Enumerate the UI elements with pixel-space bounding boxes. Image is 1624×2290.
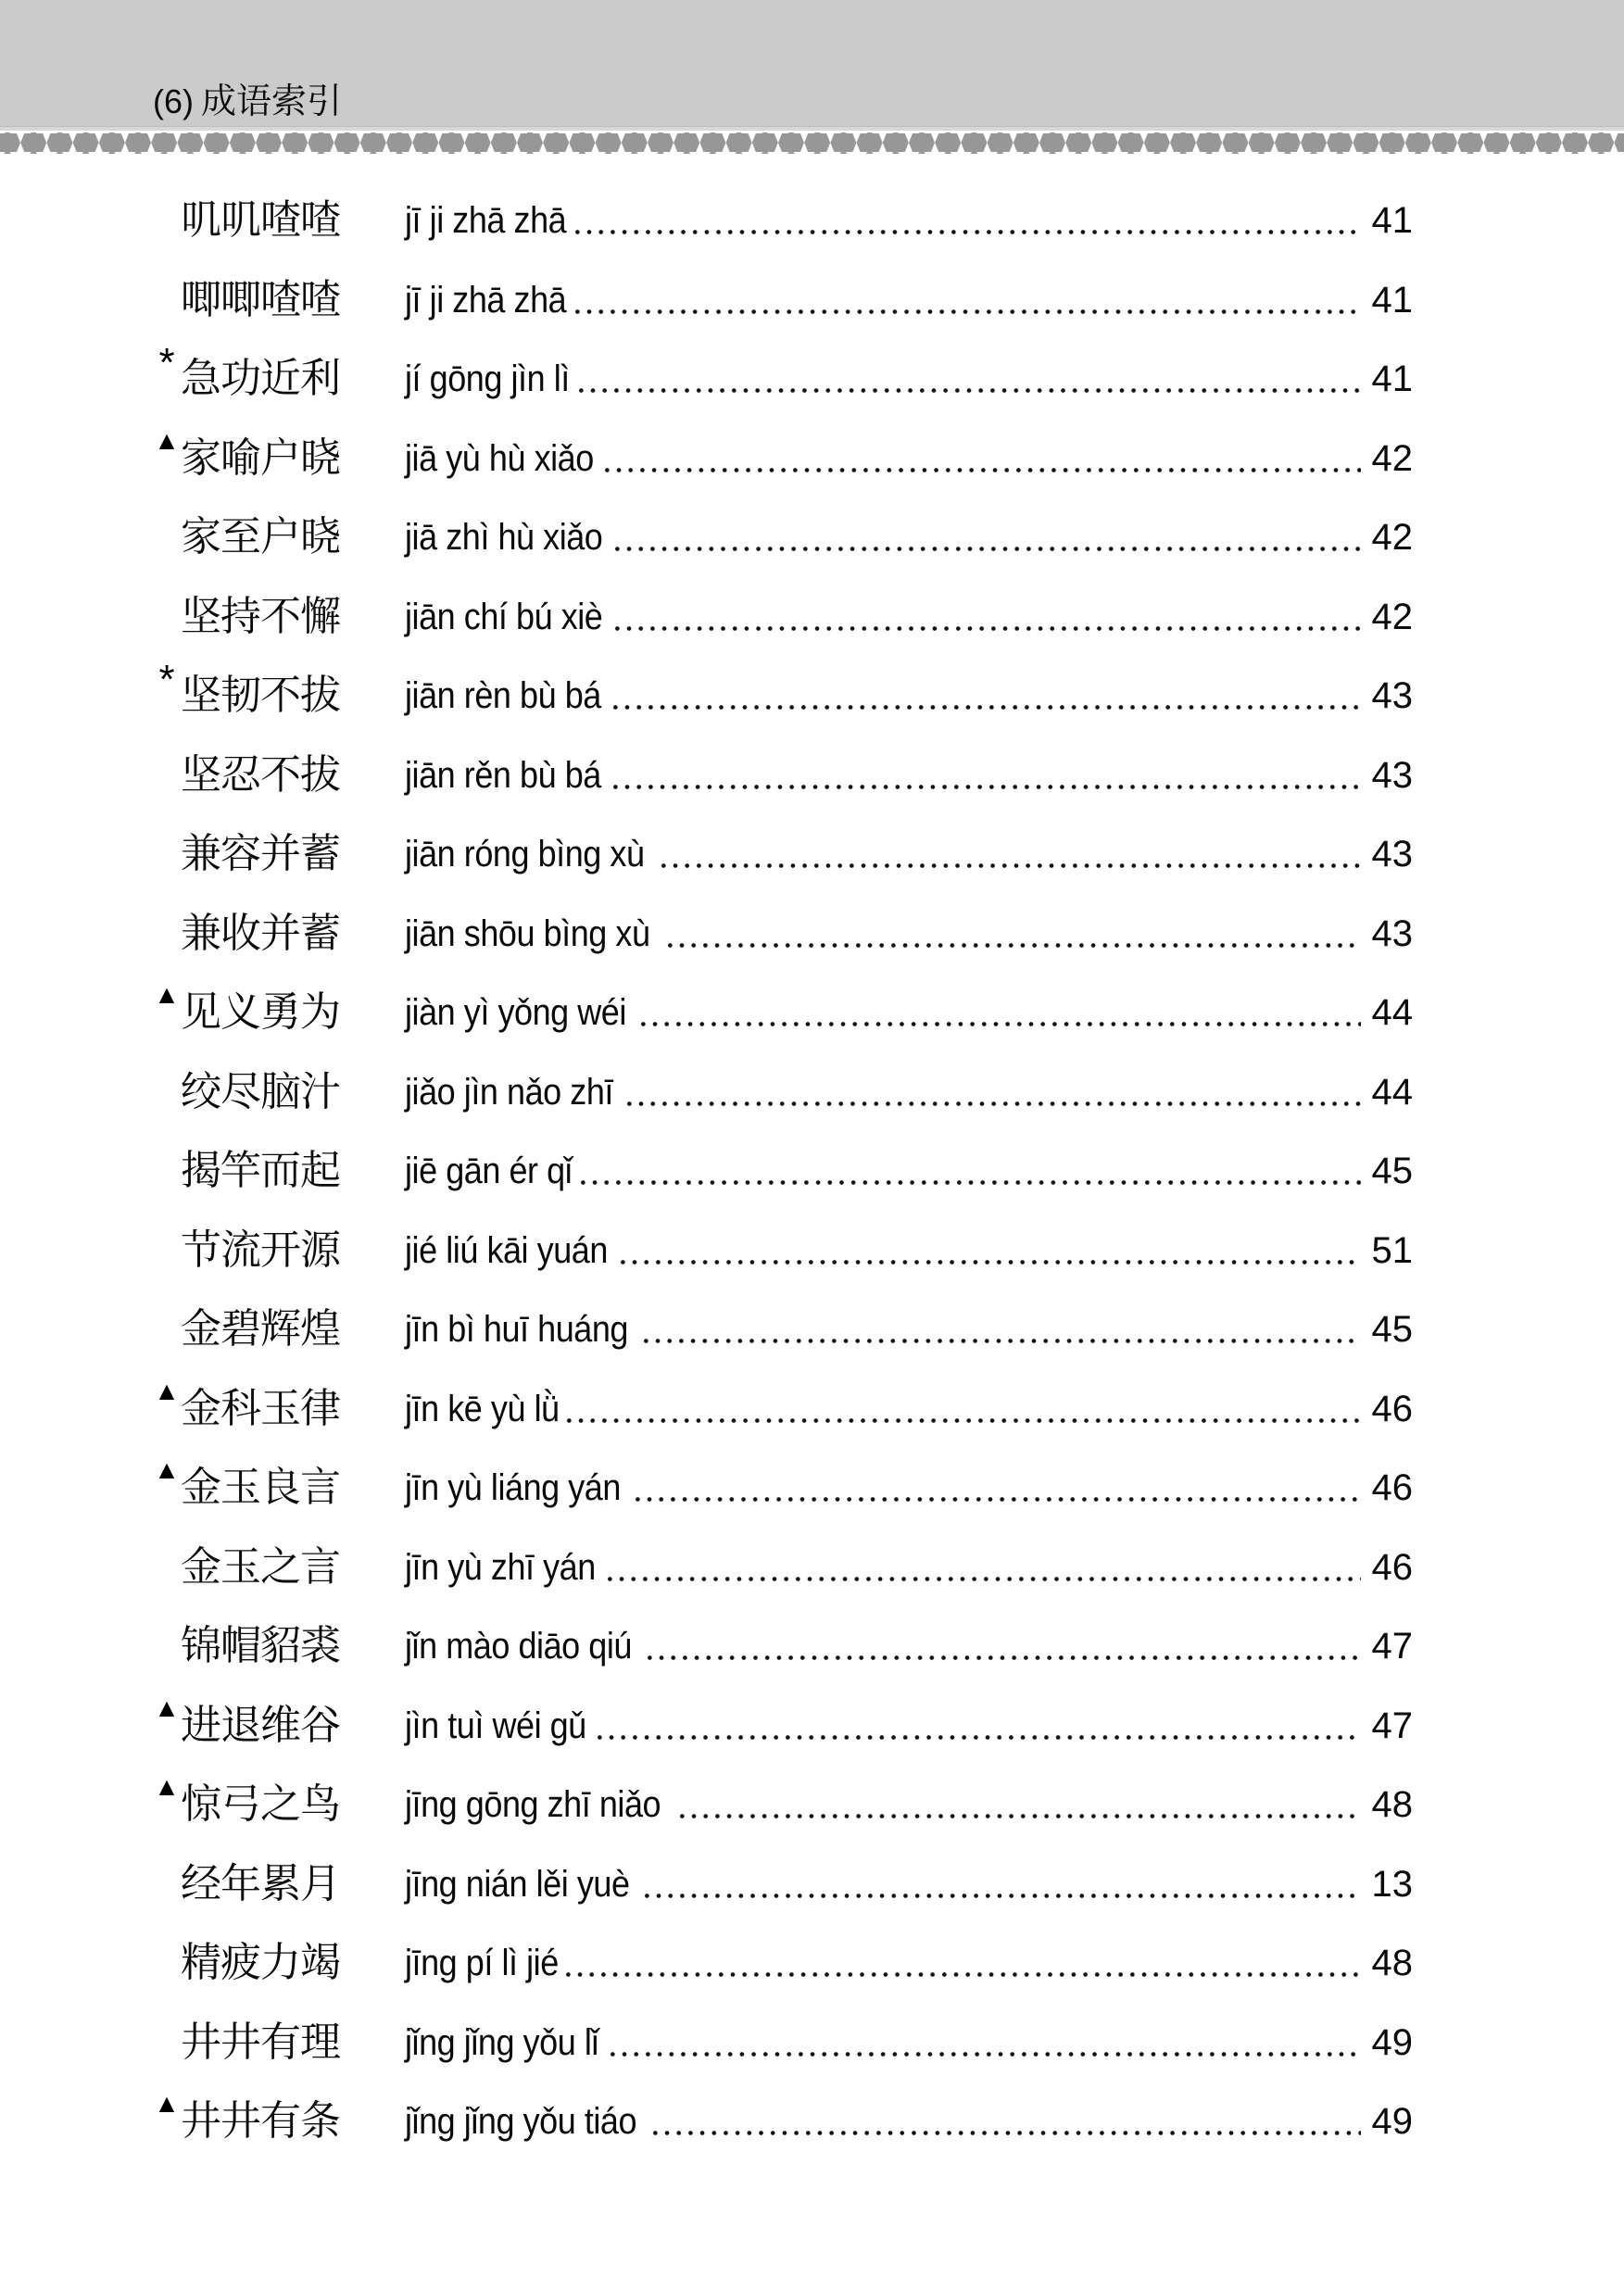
pinyin-text: jīn kē yù lǜ	[405, 1388, 560, 1429]
pinyin-text: jī ji zhā zhā	[405, 279, 567, 321]
page-number[interactable]: 48	[1371, 1784, 1413, 1825]
dot-leader	[601, 468, 1361, 472]
idiom-text: 见义勇为	[181, 989, 340, 1035]
pinyin-text: jiē gān ér qǐ	[405, 1151, 573, 1191]
entry-leader-row	[405, 1620, 1413, 1672]
idiom-text: 经年累月	[181, 1860, 340, 1906]
dot-leader	[610, 785, 1361, 789]
index-entry	[0, 1692, 1624, 1774]
index-entry	[0, 1303, 1624, 1378]
pinyin-text: jīng pí lì jié	[405, 1943, 559, 1983]
dot-leader	[640, 1339, 1361, 1343]
entry-leader-row	[405, 1700, 1413, 1752]
idiom-text: 锦帽貂裘	[181, 1623, 340, 1668]
dot-leader	[577, 1180, 1361, 1185]
index-entry	[0, 1858, 1624, 1932]
header-rule	[0, 126, 1624, 131]
idiom-text: 兼容并蓄	[181, 831, 340, 876]
index-entry	[0, 1541, 1624, 1616]
index-entry	[0, 1225, 1624, 1299]
dot-leader	[644, 1655, 1361, 1660]
triangle-marker-icon: ▲	[154, 1772, 180, 1801]
page-number[interactable]: 42	[1371, 596, 1413, 637]
idiom-text: 精疲力竭	[181, 1940, 340, 1985]
idiom-text: 井井有理	[181, 2019, 340, 2065]
idiom-text: 叽叽喳喳	[181, 197, 340, 243]
pinyin-text: jǐng jǐng yǒu tiáo	[405, 2101, 637, 2142]
asterisk-marker-icon: *	[158, 657, 175, 702]
idiom-text: 金科玉律	[181, 1385, 340, 1431]
index-entry	[0, 195, 1624, 269]
idiom-text: 绞尽脑汁	[181, 1068, 340, 1114]
entry-leader-row	[405, 1462, 1413, 1514]
pinyin-text: jīng nián lěi yuè	[405, 1863, 630, 1905]
index-entry	[0, 425, 1624, 507]
index-entry	[0, 908, 1624, 982]
asterisk-marker-icon: *	[158, 340, 175, 385]
running-header	[153, 80, 342, 124]
idiom-text: 唧唧喳喳	[181, 276, 340, 322]
dot-leader	[649, 2131, 1361, 2135]
page-number[interactable]: 43	[1371, 834, 1413, 874]
page-number[interactable]: 43	[1371, 754, 1413, 796]
dot-leader	[563, 1418, 1361, 1423]
pinyin-text: jī ji zhā zhā	[405, 200, 567, 241]
dot-leader	[623, 1101, 1361, 1106]
dot-leader	[664, 943, 1361, 948]
pinyin-text: jiān róng bìng xù	[405, 834, 645, 874]
idiom-text: 金碧辉煌	[181, 1306, 340, 1352]
entry-leader-row	[405, 433, 1413, 484]
page-number[interactable]: 48	[1371, 1943, 1413, 1983]
page-number[interactable]: 47	[1371, 1626, 1413, 1667]
section-title: 成语索引	[201, 82, 343, 121]
idiom-text: 节流开源	[181, 1227, 340, 1273]
entry-leader-row	[405, 1066, 1413, 1118]
entry-leader-row	[405, 1937, 1413, 1989]
entry-leader-row	[405, 987, 1413, 1038]
pinyin-text: jiān rěn bù bá	[405, 754, 601, 796]
page-number[interactable]: 49	[1371, 2101, 1413, 2142]
idiom-text: 急功近利	[181, 356, 340, 401]
entry-leader-row	[405, 828, 1413, 880]
entry-leader-row	[405, 353, 1413, 405]
idiom-text: 坚韧不拔	[181, 673, 340, 718]
triangle-marker-icon: ▲	[154, 2089, 180, 2118]
dot-leader	[637, 1022, 1361, 1026]
idiom-text: 金玉之言	[181, 1543, 340, 1590]
dot-leader	[594, 1735, 1361, 1740]
entry-leader-row	[405, 195, 1413, 246]
index-entry	[0, 749, 1624, 824]
entry-leader-row	[405, 2017, 1413, 2069]
section-number: (6)	[153, 82, 194, 120]
page-number[interactable]: 45	[1371, 1151, 1413, 1191]
page-number[interactable]: 43	[1371, 912, 1413, 954]
page-number[interactable]: 46	[1371, 1546, 1413, 1588]
dot-leader	[572, 309, 1361, 314]
entry-leader-row	[405, 2095, 1413, 2147]
dot-leader	[575, 388, 1361, 393]
page-number[interactable]: 41	[1371, 279, 1413, 321]
idiom-text: 坚持不懈	[181, 593, 340, 639]
pinyin-text: jí gōng jìn lì	[405, 359, 570, 399]
page-number[interactable]: 47	[1371, 1705, 1413, 1746]
triangle-marker-icon: ▲	[154, 425, 180, 455]
dot-leader	[572, 230, 1361, 234]
entry-leader-row	[405, 1779, 1413, 1831]
idiom-text: 兼收并蓄	[181, 910, 340, 956]
triangle-marker-icon: ▲	[154, 1692, 180, 1722]
page-number[interactable]: 41	[1371, 359, 1413, 399]
pinyin-text: jiān shōu bìng xù	[405, 912, 650, 954]
index-entry	[0, 657, 1624, 744]
entry-leader-row	[405, 1145, 1413, 1197]
pinyin-text: jīng gōng zhī niǎo	[405, 1784, 661, 1825]
dot-leader	[676, 1814, 1361, 1818]
page-number[interactable]: 42	[1371, 437, 1413, 479]
dot-leader	[562, 1972, 1361, 1977]
triangle-marker-icon: ▲	[154, 980, 180, 1009]
page-number[interactable]: 13	[1371, 1863, 1413, 1905]
index-entry	[0, 1066, 1624, 1140]
idiom-text: 惊弓之鸟	[181, 1781, 340, 1827]
pinyin-text: jié liú kāi yuán	[405, 1229, 608, 1271]
idiom-text: 家至户晓	[181, 514, 340, 560]
triangle-marker-icon: ▲	[154, 1376, 180, 1405]
entry-leader-row	[405, 274, 1413, 326]
idiom-text: 坚忍不拔	[181, 751, 340, 798]
entry-leader-row	[405, 1383, 1413, 1435]
dot-leader	[611, 626, 1361, 631]
entry-leader-row	[405, 511, 1413, 563]
page-number[interactable]: 44	[1371, 992, 1413, 1033]
entry-leader-row	[405, 1303, 1413, 1355]
entry-leader-row	[405, 908, 1413, 960]
index-entry	[0, 2089, 1624, 2170]
idiom-text: 井井有条	[181, 2098, 340, 2144]
page-number[interactable]: 41	[1371, 200, 1413, 241]
index-entry	[0, 828, 1624, 902]
idiom-text: 金玉良言	[181, 1465, 340, 1510]
pinyin-text: jīn yù zhī yán	[405, 1546, 596, 1588]
entry-leader-row	[405, 749, 1413, 801]
dot-leader	[607, 2052, 1361, 2057]
index-entry	[0, 1455, 1624, 1536]
decorative-lattice-border	[0, 132, 1624, 154]
index-entry	[0, 1772, 1624, 1853]
index-entry	[0, 980, 1624, 1061]
pinyin-text: jiān rèn bù bá	[405, 675, 601, 716]
index-entry	[0, 1937, 1624, 2011]
page-number[interactable]: 43	[1371, 675, 1413, 716]
index-entry	[0, 591, 1624, 665]
index-entry	[0, 1145, 1624, 1219]
entry-leader-row	[405, 591, 1413, 643]
entry-leader-row	[405, 1541, 1413, 1593]
pinyin-text: jǐng jǐng yǒu lǐ	[405, 2021, 598, 2063]
index-entry	[0, 340, 1624, 427]
dot-leader	[610, 705, 1361, 710]
pinyin-text: jīn bì huī huáng	[405, 1309, 629, 1350]
page-number[interactable]: 42	[1371, 517, 1413, 558]
pinyin-text: jiǎo jìn nǎo zhī	[405, 1071, 613, 1113]
index-entry	[0, 274, 1624, 348]
dot-leader	[658, 863, 1361, 868]
page-number[interactable]: 46	[1371, 1388, 1413, 1429]
page-number[interactable]: 49	[1371, 2021, 1413, 2063]
pinyin-text: jīn yù liáng yán	[405, 1467, 621, 1508]
dot-leader	[604, 1577, 1361, 1581]
dot-leader	[611, 547, 1361, 551]
index-entry	[0, 2017, 1624, 2091]
index-entry	[0, 1376, 1624, 1457]
pinyin-text: jiā yù hù xiǎo	[405, 437, 594, 479]
pinyin-text: jiàn yì yǒng wéi	[405, 992, 626, 1033]
dot-leader	[641, 1894, 1361, 1898]
pinyin-text: jiā zhì hù xiǎo	[405, 517, 603, 558]
idiom-text: 进退维谷	[181, 1702, 340, 1748]
idiom-text: 揭竿而起	[181, 1148, 340, 1193]
page-number[interactable]: 44	[1371, 1071, 1413, 1113]
page-number[interactable]: 45	[1371, 1309, 1413, 1350]
pinyin-text: jiān chí bú xiè	[405, 596, 603, 637]
pinyin-text: jǐn mào diāo qiú	[405, 1626, 632, 1667]
idiom-text: 家喻户晓	[181, 434, 340, 481]
entry-leader-row	[405, 1225, 1413, 1277]
entry-leader-row	[405, 1858, 1413, 1910]
index-entry	[0, 511, 1624, 585]
triangle-marker-icon: ▲	[154, 1455, 180, 1484]
page-number[interactable]: 46	[1371, 1467, 1413, 1508]
dot-leader	[617, 1260, 1361, 1265]
dot-leader	[632, 1497, 1361, 1502]
index-entry	[0, 1620, 1624, 1694]
pinyin-text: jìn tuì wéi gǔ	[405, 1705, 586, 1746]
page-number[interactable]: 51	[1371, 1229, 1413, 1271]
entry-leader-row	[405, 670, 1413, 722]
